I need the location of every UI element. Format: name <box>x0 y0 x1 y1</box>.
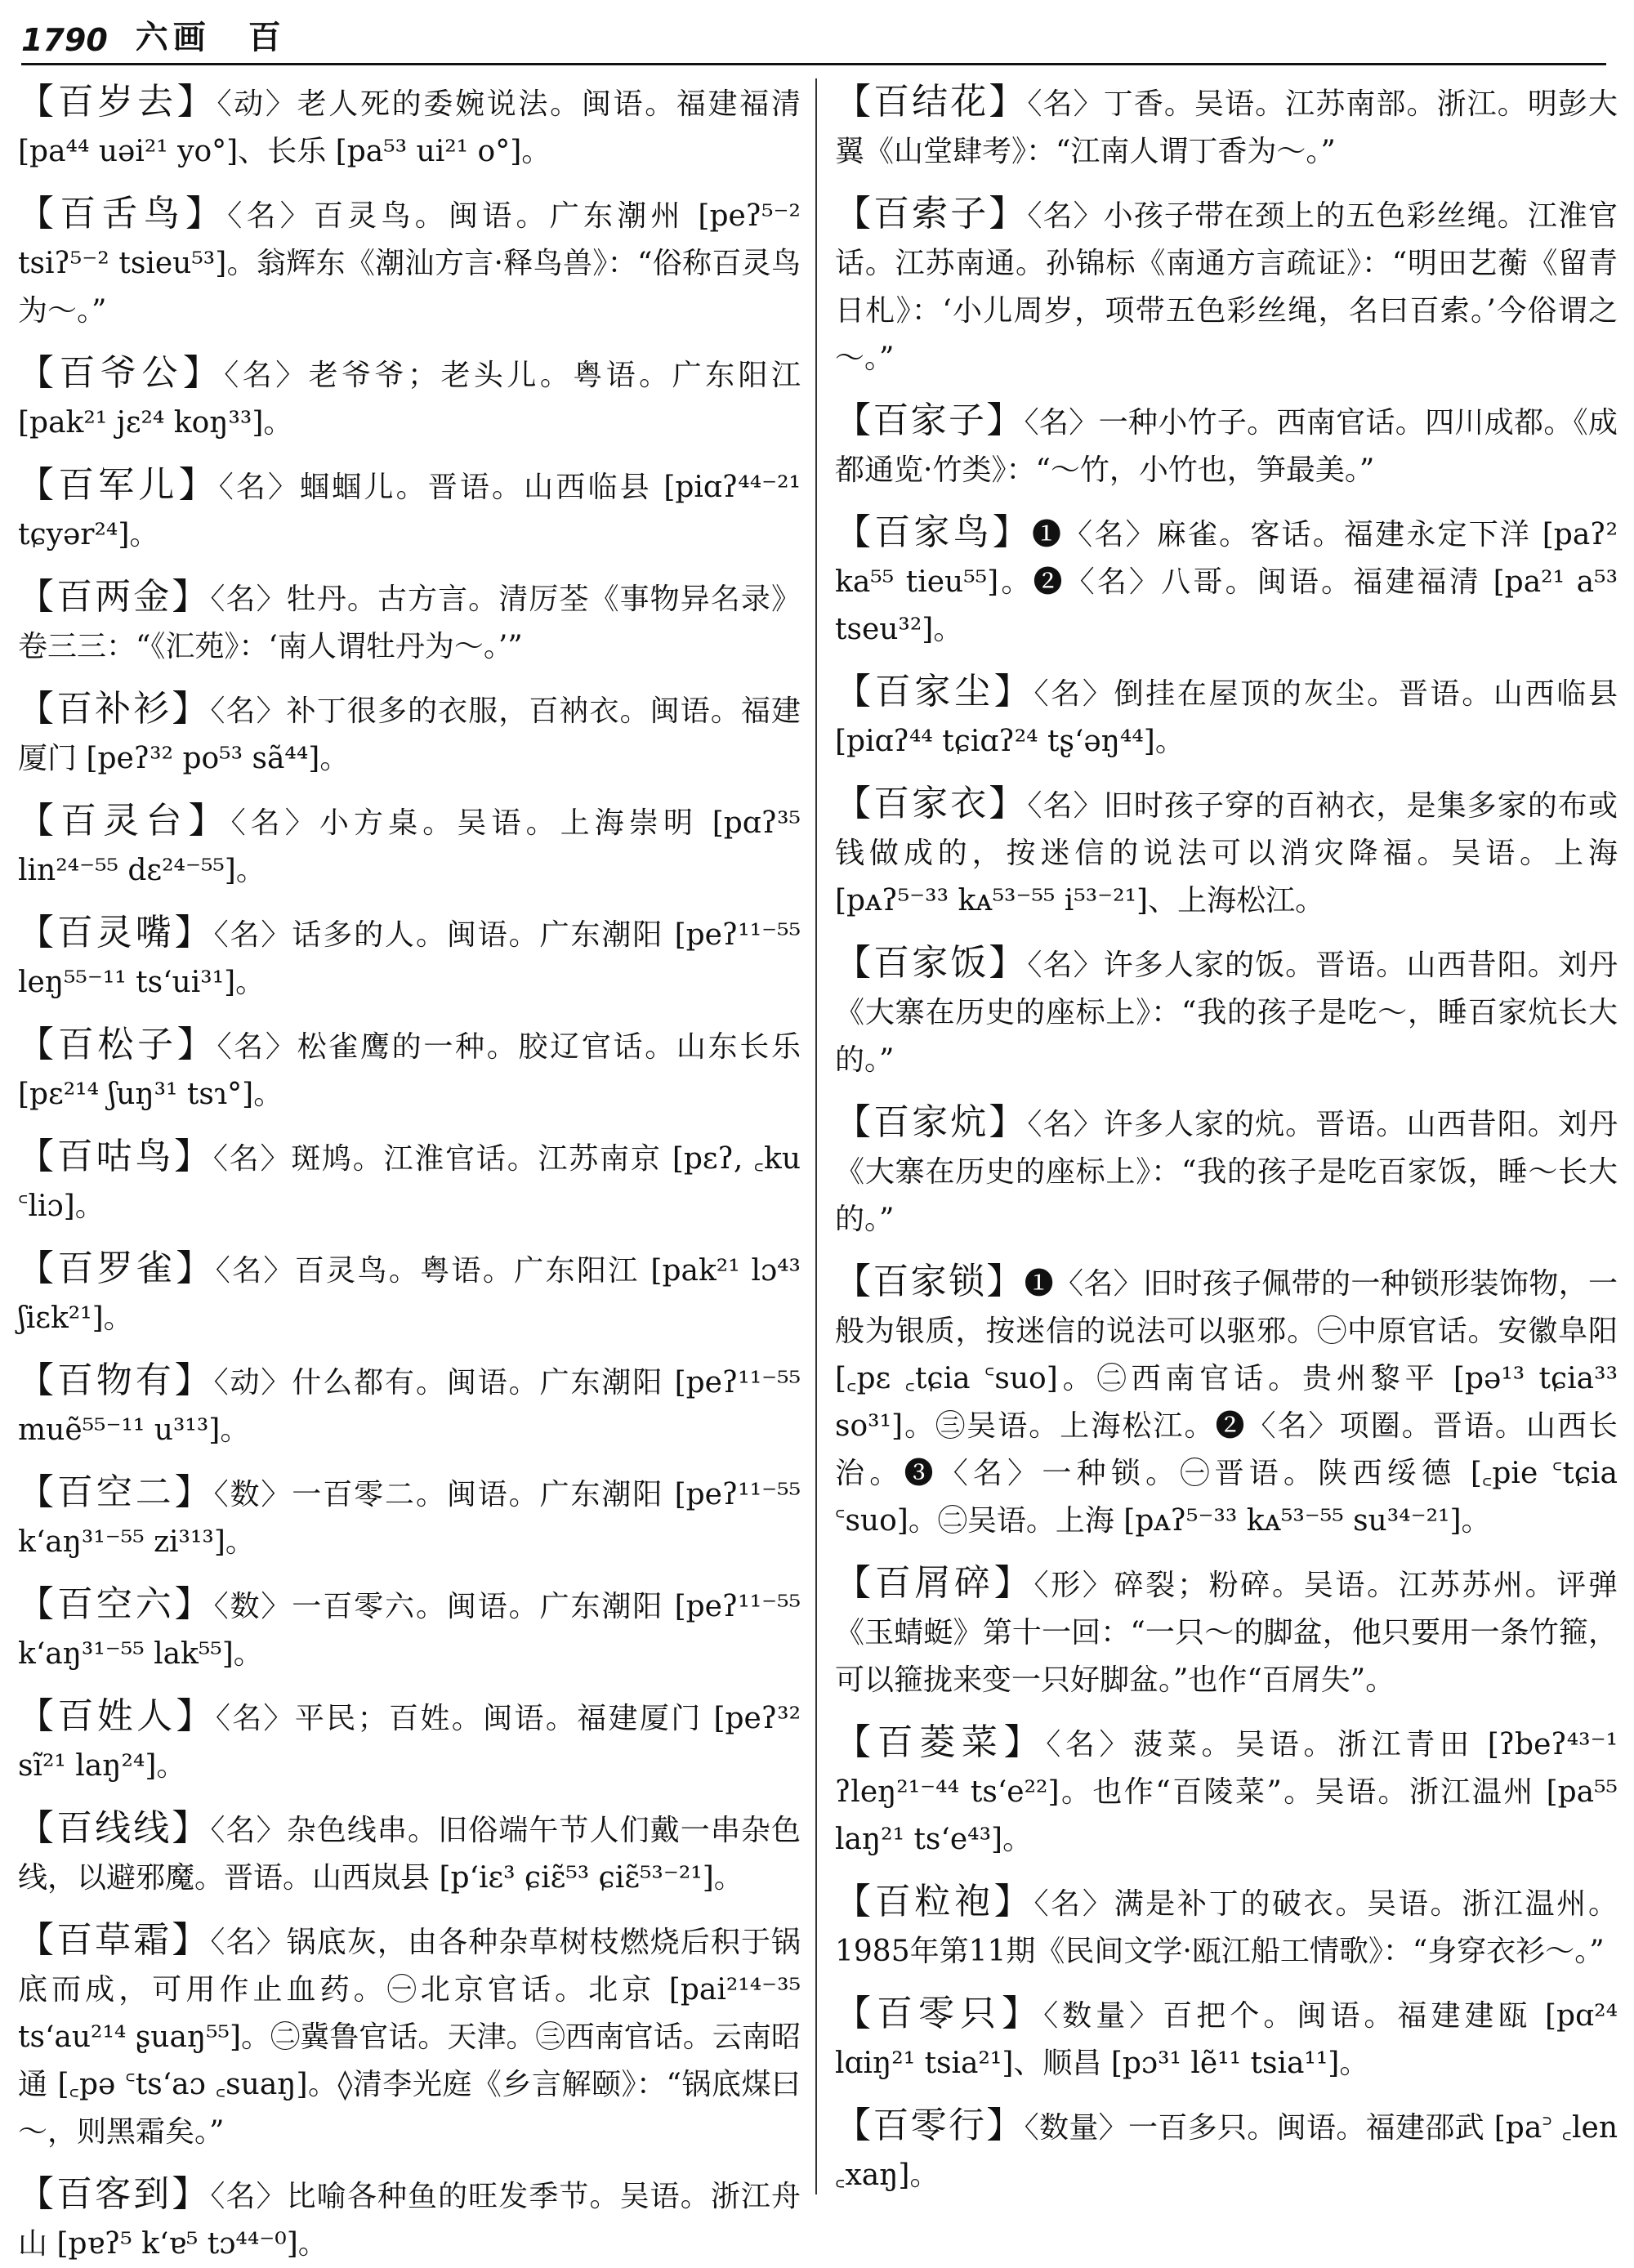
dictionary-entry <box>835 1719 1618 1864</box>
dictionary-entry <box>835 1878 1618 1976</box>
entry-headword: 【百屑碎】 <box>835 1562 1034 1604</box>
dictionary-entry <box>18 1021 801 1118</box>
dictionary-entry <box>18 462 801 559</box>
section-title: 六画 百 <box>135 18 286 56</box>
dictionary-entry <box>18 574 801 671</box>
entry-headword: 【百空六】 <box>18 1583 214 1625</box>
entry-headword: 【百家子】 <box>835 400 1025 441</box>
entry-definition: 〈名〉小方桌。吴语。上海崇明 [pɑʔ³⁵ lin²⁴⁻⁵⁵ dɛ²⁴⁻⁵⁵]。 <box>18 806 801 887</box>
entry-definition: 〈名〉补丁很多的衣服，百衲衣。闽语。福建厦门 [peʔ³² po⁵³ sã⁴⁴]。 <box>18 694 801 775</box>
entry-headword: 【百草霜】 <box>18 1919 211 1961</box>
dictionary-entry <box>18 1357 801 1454</box>
entry-headword: 【百家衣】 <box>835 783 1028 824</box>
dictionary-entry <box>835 940 1618 1084</box>
dictionary-entry <box>18 78 801 176</box>
entry-headword: 【百军儿】 <box>18 464 219 506</box>
dictionary-entry <box>835 780 1618 925</box>
entry-definition: 〈名〉老爷爷；老头儿。粤语。广东阳江 [pak²¹ jɛ²⁴ koŋ³³]。 <box>18 359 801 440</box>
entry-headword: 【百灵嘴】 <box>18 912 214 953</box>
entry-definition: 〈数〉一百零六。闽语。广东潮阳 [peʔ¹¹⁻⁵⁵ kʻaŋ³¹⁻⁵⁵ lak⁵⁵]。 <box>18 1590 801 1671</box>
entry-headword: 【百舌鸟】 <box>18 193 228 234</box>
entry-headword: 【百家饭】 <box>835 942 1028 984</box>
dictionary-entry <box>835 397 1618 494</box>
entry-headword: 【百线线】 <box>18 1807 211 1849</box>
entry-headword: 【百索子】 <box>835 193 1028 234</box>
entry-headword: 【百家锁】 <box>835 1261 1025 1302</box>
entry-definition: 〈名〉斑鸠。江淮官话。江苏南京 [pɛʔ, ꜀ku ꜂liɔ]。 <box>18 1142 801 1223</box>
entry-definition: 〈形〉碎裂；粉碎。吴语。江苏苏州。评弹《玉蜻蜓》第十一回：“一只～的脚盆，他只要用一条竹箍，可以箍拢来变一只好脚盆。”也作“百屑失”。 <box>835 1569 1618 1697</box>
entry-definition: 〈名〉一种小竹子。西南官话。四川成都。《成都通览·竹类》：“～竹，小竹也，笋最美。” <box>835 406 1618 487</box>
entry-headword: 【百家尘】 <box>835 671 1034 712</box>
dictionary-entry <box>18 1469 801 1566</box>
entry-definition: 〈名〉平民；百姓。闽语。福建厦门 [peʔ³² sĩ²¹ laŋ²⁴]。 <box>18 1702 801 1783</box>
dictionary-entry <box>18 909 801 1007</box>
entry-definition: 〈名〉旧时孩子穿的百衲衣，是集多家的布或钱做成的，按迷信的说法可以消灾降福。吴语。上海 [pᴀʔ⁵⁻³³ kᴀ⁵³⁻⁵⁵ i⁵³⁻²¹]、上海松江。 <box>835 789 1618 917</box>
dictionary-entry <box>18 190 801 335</box>
entry-definition: 〈名〉锅底灰，由各种杂草树枝燃烧后积于锅底而成，可用作止血药。㊀北京官话。北京 [pai²¹⁴⁻³⁵ tsʻau²¹⁴ ʂuaŋ⁵⁵]。㊁冀鲁官话。天津。㊂西南官话。云南昭通 [꜀pə ꜂tsʻaɔ ꜀suaŋ]。◊清李光庭《乡言解颐》：“锅底煤曰～，则黑霜矣。” <box>18 1926 801 2149</box>
entry-headword: 【百物有】 <box>18 1359 214 1401</box>
entry-definition: 〈名〉百灵鸟。粤语。广东阳江 [pak²¹ lɔ⁴³ ʃiɛk²¹]。 <box>18 1254 801 1335</box>
entry-headword: 【百空二】 <box>18 1471 214 1513</box>
entry-definition: 〈名〉杂色线串。旧俗端午节人们戴一串杂色线，以避邪魔。晋语。山西岚县 [pʻiɛ³ ɕiɛ̃⁵³ ɕiɛ̃⁵³⁻²¹]。 <box>18 1814 801 1895</box>
entry-headword: 【百两金】 <box>18 576 211 618</box>
entry-definition: ❶〈名〉旧时孩子佩带的一种锁形装饰物，一般为银质，按迷信的说法可以驱邪。㊀中原官话。安徽阜阳 [꜀pɛ ꜀tɕia ꜂suo]。㊁西南官话。贵州黎平 [pə¹³ tɕia³³ so³¹]。㊂吴语。上海松江。❷〈名〉项圈。晋语。山西长治。❸〈名〉一种锁。㊀晋语。陕西绥德 [꜀pie ꜂tɕia ꜂suo]。㊁吴语。上海 [pᴀʔ⁵⁻³³ kᴀ⁵³⁻⁵⁵ su³⁴⁻²¹]。 <box>835 1267 1618 1538</box>
entry-definition: 〈名〉比喻各种鱼的旺发季节。吴语。浙江舟山 [pɐʔ⁵ kʻɐ⁵ tɔ⁴⁴⁻⁰]。 <box>18 2180 801 2261</box>
entry-headword: 【百结花】 <box>835 81 1028 123</box>
dictionary-entry <box>835 1099 1618 1243</box>
right-column <box>835 78 1618 2194</box>
entry-definition: 〈动〉什么都有。闽语。广东潮阳 [peʔ¹¹⁻⁵⁵ muẽ⁵⁵⁻¹¹ u³¹³]。 <box>18 1366 801 1447</box>
entry-headword: 【百补衫】 <box>18 688 211 730</box>
entry-headword: 【百松子】 <box>18 1024 217 1065</box>
entry-definition: 〈名〉牡丹。古方言。清厉荃《事物异名录》卷三三：“《汇苑》：‘南人谓牡丹为～。’” <box>18 583 801 663</box>
entry-headword: 【百粒袍】 <box>835 1881 1034 1922</box>
entry-definition: 〈名〉百灵鸟。闽语。广东潮州 [peʔ⁵⁻² tsiʔ⁵⁻² tsieu⁵³]。翁辉东《潮汕方言·释鸟兽》：“俗称百灵鸟为～。” <box>18 199 801 328</box>
entry-headword: 【百灵台】 <box>18 800 231 842</box>
entry-definition: 〈名〉满是补丁的破衣。吴语。浙江温州。1985年第11期《民间文学·瓯江船工情歌》：“身穿衣衫～。” <box>835 1887 1618 1968</box>
dictionary-entry <box>18 2171 801 2268</box>
entry-headword: 【百姓人】 <box>18 1695 216 1737</box>
page-header <box>21 18 1606 65</box>
entry-headword: 【百爷公】 <box>18 352 225 394</box>
dictionary-entry <box>835 509 1618 654</box>
dictionary-entry <box>18 1133 801 1230</box>
dictionary-entry <box>18 1693 801 1790</box>
column-divider <box>815 78 817 2194</box>
entry-definition: 〈动〉老人死的委婉说法。闽语。福建福清 [pa⁴⁴ uəi²¹ yo°]、长乐 [pa⁵³ ui²¹ o°]。 <box>18 87 801 168</box>
dictionary-entry <box>835 1990 1618 2087</box>
entry-definition: ❶〈名〉麻雀。客话。福建永定下洋 [paʔ² ka⁵⁵ tieu⁵⁵]。❷〈名〉八哥。闽语。福建福清 [pa²¹ a⁵³ tseu³²]。 <box>835 518 1618 646</box>
entry-headword: 【百零行】 <box>835 2105 1025 2146</box>
entry-definition: 〈名〉松雀鹰的一种。胶辽官话。山东长乐 [pɛ²¹⁴ ʃuŋ³¹ tsɿ°]。 <box>18 1030 801 1111</box>
entry-headword: 【百客到】 <box>18 2173 211 2215</box>
entry-headword: 【百咕鸟】 <box>18 1136 213 1177</box>
dictionary-entry <box>18 797 801 895</box>
entry-headword: 【百零只】 <box>835 1993 1044 2034</box>
entry-definition: 〈名〉许多人家的炕。晋语。山西昔阳。刘丹《大寨在历史的座标上》：“我的孩子是吃百家饭，睡～长大的。” <box>835 1108 1618 1236</box>
entry-definition: 〈数量〉百把个。闽语。福建建瓯 [pɑ²⁴ lɑiŋ²¹ tsia²¹]、顺昌 [pɔ³¹ lẽ¹¹ tsia¹¹]。 <box>835 1999 1618 2080</box>
dictionary-entry <box>835 78 1618 176</box>
dictionary-entry <box>18 350 801 447</box>
dictionary-entry <box>835 190 1618 382</box>
dictionary-entry <box>835 1258 1618 1545</box>
entry-definition: 〈数量〉一百多只。闽语。福建邵武 [pa꜄ ꜀len ꜀xaŋ]。 <box>835 2111 1618 2192</box>
entry-definition: 〈名〉小孩子带在颈上的五色彩丝绳。江淮官话。江苏南通。孙锦标《南通方言疏证》：“明田艺蘅《留青日札》：‘小儿周岁，项带五色彩丝绳，名曰百索。’今俗谓之～。” <box>835 199 1618 375</box>
dictionary-entry <box>18 1581 801 1678</box>
entry-headword: 【百罗雀】 <box>18 1248 216 1289</box>
entry-definition: 〈名〉许多人家的饭。晋语。山西昔阳。刘丹《大寨在历史的座标上》：“我的孩子是吃～，睡百家炕长大的。” <box>835 949 1618 1077</box>
dictionary-entry <box>18 1917 801 2156</box>
left-column <box>18 78 801 2261</box>
entry-definition: 〈名〉菠菜。吴语。浙江青田 [ʔbeʔ⁴³⁻¹ ʔleŋ²¹⁻⁴⁴ tsʻe²²]。也作“百陵菜”。吴语。浙江温州 [pa⁵⁵ laŋ²¹ tsʻe⁴³]。 <box>835 1728 1618 1856</box>
entry-headword: 【百岁去】 <box>18 81 217 123</box>
page-number: 1790 <box>21 22 108 58</box>
entry-definition: 〈名〉丁香。吴语。江苏南部。浙江。明彭大翼《山堂肆考》：“江南人谓丁香为～。” <box>835 87 1618 168</box>
entry-headword: 【百家炕】 <box>835 1101 1028 1143</box>
entry-definition: 〈数〉一百零二。闽语。广东潮阳 [peʔ¹¹⁻⁵⁵ kʻaŋ³¹⁻⁵⁵ zi³¹³]。 <box>18 1478 801 1559</box>
entry-headword: 【百菱菜】 <box>835 1721 1047 1763</box>
dictionary-entry <box>835 668 1618 766</box>
entry-definition: 〈名〉蝈蝈儿。晋语。山西临县 [piɑʔ⁴⁴⁻²¹ tɕyər²⁴]。 <box>18 471 801 551</box>
dictionary-entry <box>18 1245 801 1342</box>
dictionary-entry <box>18 685 801 783</box>
entry-definition: 〈名〉话多的人。闽语。广东潮阳 [peʔ¹¹⁻⁵⁵ leŋ⁵⁵⁻¹¹ tsʻui³¹]。 <box>18 918 801 999</box>
dictionary-entry <box>18 1805 801 1902</box>
entry-headword: 【百家鸟】 <box>835 511 1032 553</box>
dictionary-entry <box>835 2102 1618 2199</box>
dictionary-entry <box>835 1560 1618 1704</box>
entry-definition: 〈名〉倒挂在屋顶的灰尘。晋语。山西临县 [piɑʔ⁴⁴ tɕiɑʔ²⁴ tʂʻəŋ⁴⁴]。 <box>835 677 1618 758</box>
